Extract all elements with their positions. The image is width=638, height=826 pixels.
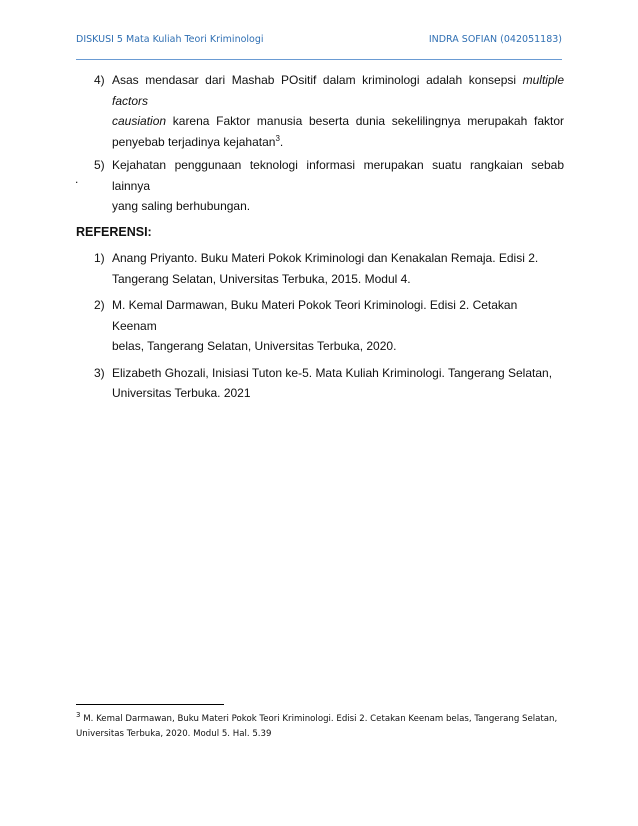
reference-number: 1) bbox=[94, 251, 105, 265]
list-number: 4) bbox=[94, 73, 105, 87]
reference-line: Universitas Terbuka. 2021 bbox=[112, 386, 251, 400]
page-header bbox=[76, 34, 562, 45]
references-heading: REFERENSI: bbox=[76, 225, 152, 239]
list-item bbox=[76, 70, 564, 152]
list-item bbox=[76, 155, 564, 217]
reference-number: 3) bbox=[94, 365, 105, 380]
footnote bbox=[76, 712, 564, 742]
list-item-line: penyebab terjadinya kejahatan$^3$. bbox=[112, 133, 284, 149]
reference-line: Anang Priyanto. Buku Materi Pokok Kriminologi dan Kenakalan Remaja. Edisi 2. bbox=[112, 251, 539, 265]
stray-dot: . bbox=[75, 172, 79, 186]
list-number: 5) bbox=[94, 158, 105, 172]
footnote-text: M. Kemal Darmawan, Buku Materi Pokok Teori Kriminologi. Edisi 2. Cetakan Keenam belas, Tangerang Selatan, Universitas Terbuka, 2020. Modul 5. Hal. 5.39 bbox=[76, 714, 558, 739]
header-rule bbox=[76, 59, 562, 60]
header-author: INDRA SOFIAN (042051183) bbox=[428, 34, 562, 45]
reference-line: M. Kemal Darmawan, Buku Materi Pokok Teori Kriminologi. Edisi 2. Cetakan Keenam bbox=[112, 298, 518, 333]
list-item-line: yang saling berhubungan. bbox=[112, 199, 251, 213]
reference-item bbox=[76, 363, 564, 404]
reference-number: 2) bbox=[94, 298, 105, 312]
reference-line: Tangerang Selatan, Universitas Terbuka, 2015. Modul 4. bbox=[112, 271, 411, 286]
header-title: DISKUSI 5 Mata Kuliah Teori Kriminologi bbox=[76, 34, 264, 45]
reference-line: Elizabeth Ghozali, Inisiasi Tuton ke-5. Mata Kuliah Kriminologi. Tangerang Selatan, bbox=[112, 365, 553, 380]
references-list bbox=[76, 248, 564, 410]
list-item-line: Asas mendasar dari Mashab POsitif dalam kriminologi adalah konsepsi multiple factors bbox=[112, 73, 564, 108]
reference-item bbox=[76, 248, 564, 289]
list-item-line: causiation karena Faktor manusia beserta dunia sekelilingnya merupakah faktor bbox=[112, 114, 564, 128]
list-item-line: Kejahatan penggunaan teknologi informasi merupakan suatu rangkaian sebab lainnya bbox=[112, 158, 564, 193]
reference-item bbox=[76, 295, 564, 357]
footnote-reference: 3 bbox=[275, 133, 280, 143]
reference-line: belas, Tangerang Selatan, Universitas Terbuka, 2020. bbox=[112, 339, 397, 353]
footnote-separator bbox=[76, 704, 224, 705]
footnote-mark: 3 bbox=[76, 711, 81, 720]
discussion-list bbox=[76, 70, 564, 217]
